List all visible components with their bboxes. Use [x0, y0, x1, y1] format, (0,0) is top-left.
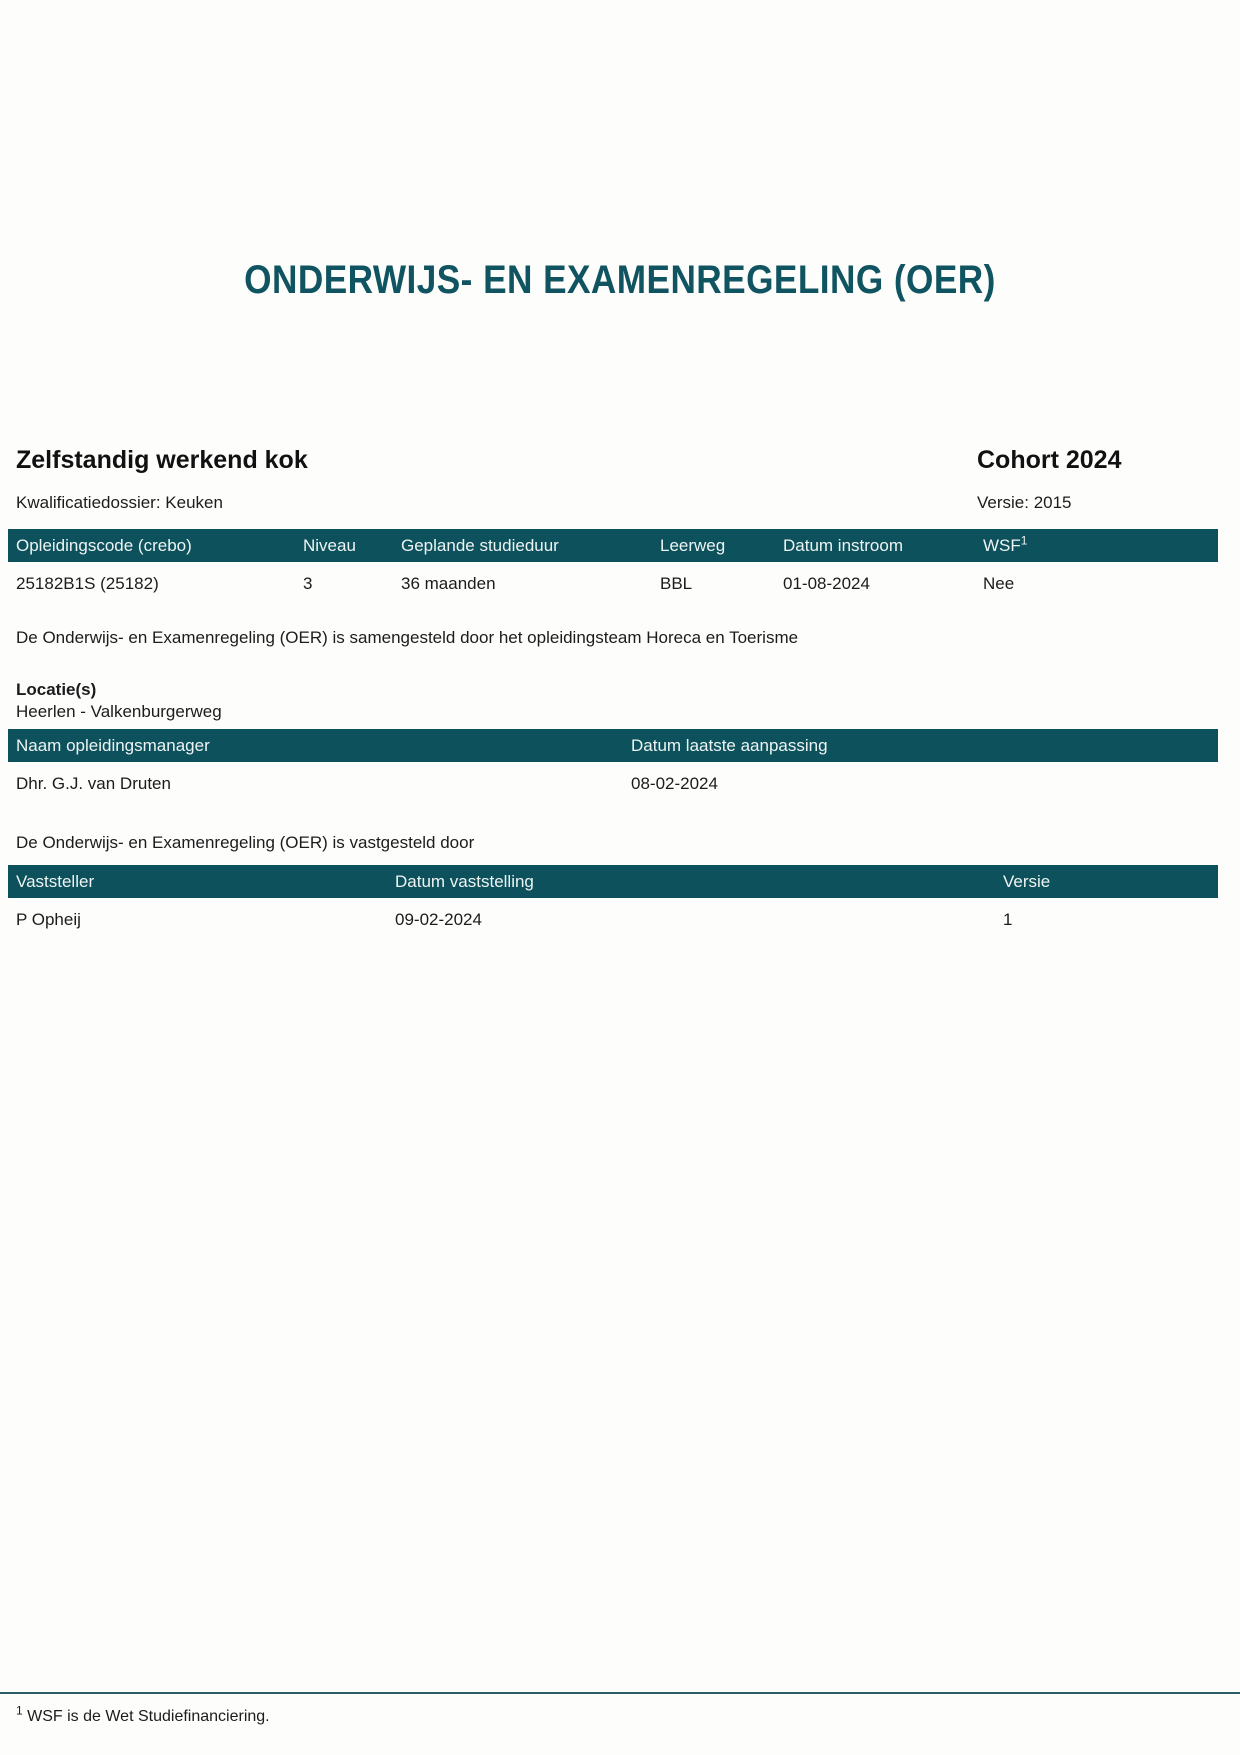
header-leerweg: Leerweg [652, 529, 775, 562]
footnote-divider [0, 1692, 1240, 1694]
manager-table [8, 729, 1218, 798]
cell-niveau: 3 [303, 574, 313, 593]
cell-versie: 1 [1003, 910, 1013, 929]
header-wsf [975, 529, 1218, 562]
cell-datum-vaststelling: 09-02-2024 [395, 910, 482, 929]
footnote [16, 1703, 270, 1728]
cell-datum-instroom: 01-08-2024 [783, 574, 870, 593]
cell-opleidingscode: 25182B1S (25182) [16, 574, 159, 593]
dossier-version: Versie: 2015 [977, 493, 1072, 512]
header-niveau: Niveau [295, 529, 393, 562]
locations-label: Locatie(s) [16, 680, 97, 699]
header-versie: Versie [995, 865, 1218, 898]
document-title: ONDERWIJS- EN EXAMENREGELING (OER) [244, 258, 996, 302]
program-table-data-row [8, 562, 1218, 598]
approved-by-text: De Onderwijs- en Examenregeling (OER) is vastgesteld door [16, 833, 475, 852]
manager-table-data-row [8, 762, 1218, 798]
approval-table-data-row [8, 898, 1218, 934]
approval-table [8, 865, 1218, 934]
program-info-table [8, 529, 1218, 598]
header-opleidingsmanager: Naam opleidingsmanager [8, 729, 623, 762]
program-table-header-row [8, 529, 1218, 562]
wsf-footnote-marker: 1 [1020, 532, 1028, 547]
cell-studieduur: 36 maanden [401, 574, 496, 593]
cell-vaststeller: P Opheij [16, 910, 81, 929]
cell-laatste-aanpassing: 08-02-2024 [631, 774, 718, 793]
footnote-marker: 1 [16, 1703, 23, 1718]
cell-opleidingsmanager: Dhr. G.J. van Druten [16, 774, 171, 793]
qualification-dossier: Kwalificatiedossier: Keuken [16, 493, 223, 512]
locations-value: Heerlen - Valkenburgerweg [16, 702, 222, 721]
manager-table-header-row [8, 729, 1218, 762]
approval-table-header-row [8, 865, 1218, 898]
header-datum-vaststelling: Datum vaststelling [387, 865, 995, 898]
header-opleidingscode: Opleidingscode (crebo) [8, 529, 295, 562]
header-laatste-aanpassing: Datum laatste aanpassing [623, 729, 1218, 762]
header-vaststeller: Vaststeller [8, 865, 387, 898]
cohort-heading: Cohort 2024 [977, 446, 1122, 474]
header-datum-instroom: Datum instroom [775, 529, 975, 562]
program-name-heading: Zelfstandig werkend kok [16, 446, 308, 474]
header-studieduur: Geplande studieduur [393, 529, 652, 562]
header-wsf-label: WSF [983, 535, 1021, 555]
composed-by-text: De Onderwijs- en Examenregeling (OER) is samengesteld door het opleidingsteam Horeca en Toerisme [16, 628, 799, 647]
footnote-text: WSF is de Wet Studiefinanciering. [22, 1708, 270, 1725]
cell-wsf: Nee [983, 574, 1015, 593]
cell-leerweg: BBL [660, 574, 693, 593]
